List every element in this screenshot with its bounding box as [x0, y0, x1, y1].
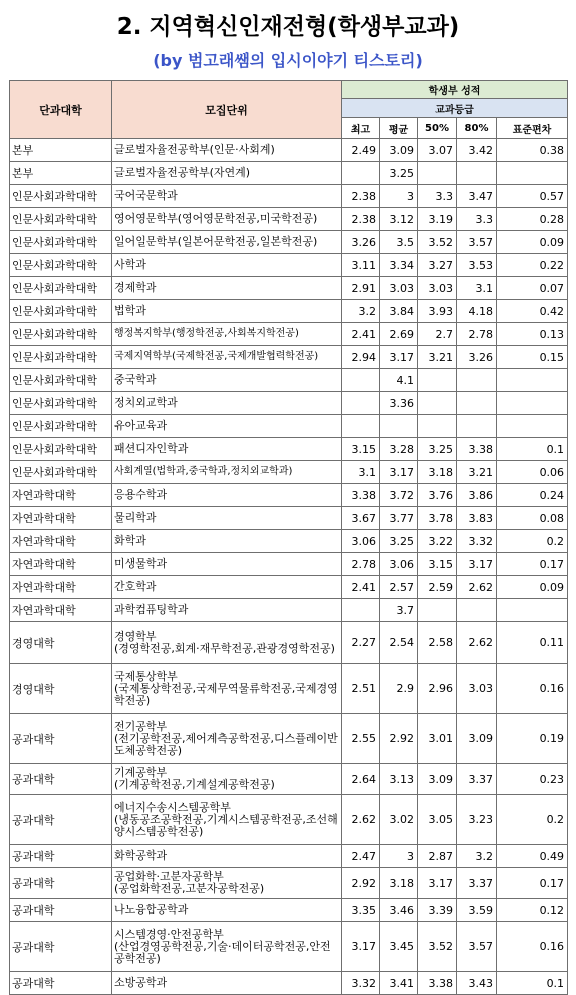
value-cell-avg: 2.9 — [380, 664, 418, 714]
value-cell-std: 0.22 — [497, 254, 568, 277]
table-row — [10, 764, 568, 795]
college-cell: 공과대학 — [10, 868, 112, 899]
unit-cell: 전기공학부 (전기공학전공,제어계측공학전공,디스플레이반도체공학전공) — [112, 714, 342, 764]
unit-cell: 패션디자인학과 — [112, 438, 342, 461]
value-cell-p50: 3.93 — [418, 300, 457, 323]
unit-cell: 시스템경영·안전공학부 (산업경영공학전공,기술·데이터공학전공,안전공학전공) — [112, 922, 342, 972]
value-cell-p50 — [418, 369, 457, 392]
value-cell-max: 3.2 — [342, 300, 380, 323]
value-cell-max: 2.78 — [342, 553, 380, 576]
value-cell-p50: 3.19 — [418, 208, 457, 231]
value-cell-p80 — [457, 369, 497, 392]
value-cell-p50: 2.7 — [418, 323, 457, 346]
table-row — [10, 254, 568, 277]
value-cell-p50: 3.05 — [418, 795, 457, 845]
header-record: 학생부 성적 — [342, 81, 568, 99]
value-cell-p80: 3.53 — [457, 254, 497, 277]
value-cell-std: 0.17 — [497, 553, 568, 576]
value-cell-p80: 3.57 — [457, 922, 497, 972]
value-cell-std: 0.16 — [497, 664, 568, 714]
value-cell-p80: 3.1 — [457, 277, 497, 300]
value-cell-std: 0.24 — [497, 484, 568, 507]
table-row — [10, 622, 568, 664]
header-unit: 모집단위 — [112, 81, 342, 139]
value-cell-p50 — [418, 162, 457, 185]
value-cell-std: 0.09 — [497, 231, 568, 254]
unit-cell: 행정복지학부(행정학전공,사회복지학전공) — [112, 323, 342, 346]
value-cell-p50: 3.03 — [418, 277, 457, 300]
value-cell-p50: 3.17 — [418, 868, 457, 899]
value-cell-avg: 3 — [380, 845, 418, 868]
value-cell-std: 0.07 — [497, 277, 568, 300]
value-cell-p80: 2.62 — [457, 622, 497, 664]
value-cell-avg: 3.36 — [380, 392, 418, 415]
college-cell: 공과대학 — [10, 795, 112, 845]
table-row — [10, 795, 568, 845]
value-cell-p80: 3.32 — [457, 530, 497, 553]
value-cell-avg: 3.5 — [380, 231, 418, 254]
value-cell-std — [497, 369, 568, 392]
header-col-avg: 평균 — [380, 118, 418, 139]
value-cell-avg: 3.41 — [380, 972, 418, 995]
value-cell-p80: 3.21 — [457, 461, 497, 484]
value-cell-p50: 3.38 — [418, 972, 457, 995]
value-cell-avg: 3.46 — [380, 899, 418, 922]
college-cell: 인문사회과학대학 — [10, 185, 112, 208]
value-cell-max: 3.32 — [342, 972, 380, 995]
value-cell-avg: 3.34 — [380, 254, 418, 277]
value-cell-std: 0.16 — [497, 922, 568, 972]
value-cell-max: 2.41 — [342, 323, 380, 346]
value-cell-p50: 3.18 — [418, 461, 457, 484]
unit-cell: 경영학부 (경영학전공,회계·재무학전공,관광경영학전공) — [112, 622, 342, 664]
value-cell-max: 2.27 — [342, 622, 380, 664]
college-cell: 인문사회과학대학 — [10, 323, 112, 346]
value-cell-p80 — [457, 162, 497, 185]
page-title: 2. 지역혁신인재전형(학생부교과) — [116, 14, 460, 40]
value-cell-avg: 4.1 — [380, 369, 418, 392]
unit-cell: 국어국문학과 — [112, 185, 342, 208]
unit-cell: 소방공학과 — [112, 972, 342, 995]
table-row — [10, 845, 568, 868]
value-cell-avg: 3.06 — [380, 553, 418, 576]
value-cell-p80: 3.83 — [457, 507, 497, 530]
header-col-max: 최고 — [342, 118, 380, 139]
value-cell-avg: 3.45 — [380, 922, 418, 972]
college-cell: 공과대학 — [10, 714, 112, 764]
table-row — [10, 231, 568, 254]
unit-cell: 중국학과 — [112, 369, 342, 392]
value-cell-max — [342, 392, 380, 415]
value-cell-std — [497, 415, 568, 438]
value-cell-avg: 3.17 — [380, 461, 418, 484]
value-cell-std: 0.1 — [497, 438, 568, 461]
college-cell: 인문사회과학대학 — [10, 438, 112, 461]
value-cell-max: 2.91 — [342, 277, 380, 300]
value-cell-p50: 3.21 — [418, 346, 457, 369]
admission-table — [9, 80, 568, 995]
value-cell-std: 0.17 — [497, 868, 568, 899]
unit-cell: 화학과 — [112, 530, 342, 553]
value-cell-max: 3.67 — [342, 507, 380, 530]
value-cell-std: 0.06 — [497, 461, 568, 484]
value-cell-max — [342, 162, 380, 185]
unit-cell: 일어일문학부(일본어문학전공,일본학전공) — [112, 231, 342, 254]
value-cell-p50: 3.25 — [418, 438, 457, 461]
college-cell: 자연과학대학 — [10, 507, 112, 530]
table-row — [10, 415, 568, 438]
value-cell-p50: 3.39 — [418, 899, 457, 922]
value-cell-p80: 3.42 — [457, 139, 497, 162]
table-row — [10, 664, 568, 714]
value-cell-p80: 2.62 — [457, 576, 497, 599]
value-cell-std — [497, 392, 568, 415]
value-cell-p80 — [457, 392, 497, 415]
table-row — [10, 576, 568, 599]
college-cell: 인문사회과학대학 — [10, 231, 112, 254]
unit-cell: 간호학과 — [112, 576, 342, 599]
table-row — [10, 438, 568, 461]
table-row — [10, 972, 568, 995]
value-cell-std: 0.08 — [497, 507, 568, 530]
value-cell-std: 0.12 — [497, 899, 568, 922]
value-cell-p50 — [418, 415, 457, 438]
value-cell-p80: 3.37 — [457, 868, 497, 899]
value-cell-p80: 3.23 — [457, 795, 497, 845]
unit-cell: 법학과 — [112, 300, 342, 323]
college-cell: 인문사회과학대학 — [10, 300, 112, 323]
value-cell-max: 2.38 — [342, 185, 380, 208]
value-cell-std: 0.42 — [497, 300, 568, 323]
unit-cell: 응용수학과 — [112, 484, 342, 507]
value-cell-max: 3.35 — [342, 899, 380, 922]
college-cell: 자연과학대학 — [10, 576, 112, 599]
value-cell-avg: 2.57 — [380, 576, 418, 599]
value-cell-max: 2.49 — [342, 139, 380, 162]
value-cell-std: 0.2 — [497, 530, 568, 553]
value-cell-max: 2.64 — [342, 764, 380, 795]
unit-cell: 나노융합공학과 — [112, 899, 342, 922]
value-cell-p50: 3.15 — [418, 553, 457, 576]
value-cell-avg: 2.92 — [380, 714, 418, 764]
unit-cell: 영어영문학부(영어영문학전공,미국학전공) — [112, 208, 342, 231]
value-cell-max: 2.51 — [342, 664, 380, 714]
value-cell-max: 3.17 — [342, 922, 380, 972]
value-cell-p50 — [418, 392, 457, 415]
value-cell-avg: 3.7 — [380, 599, 418, 622]
value-cell-avg: 3.84 — [380, 300, 418, 323]
value-cell-std: 0.13 — [497, 323, 568, 346]
college-cell: 인문사회과학대학 — [10, 369, 112, 392]
college-cell: 공과대학 — [10, 764, 112, 795]
college-cell: 인문사회과학대학 — [10, 346, 112, 369]
value-cell-std — [497, 599, 568, 622]
table-row — [10, 714, 568, 764]
value-cell-p80: 3.43 — [457, 972, 497, 995]
value-cell-std — [497, 162, 568, 185]
value-cell-p80: 4.18 — [457, 300, 497, 323]
value-cell-p80: 3.57 — [457, 231, 497, 254]
table-row — [10, 599, 568, 622]
table-row — [10, 323, 568, 346]
value-cell-avg: 3.03 — [380, 277, 418, 300]
value-cell-p80: 2.78 — [457, 323, 497, 346]
value-cell-p50: 3.76 — [418, 484, 457, 507]
value-cell-p80: 3.2 — [457, 845, 497, 868]
header-col-p50: 50% — [418, 118, 457, 139]
table-row — [10, 392, 568, 415]
unit-cell: 글로벌자율전공학부(자연계) — [112, 162, 342, 185]
college-cell: 자연과학대학 — [10, 553, 112, 576]
value-cell-std: 0.19 — [497, 714, 568, 764]
value-cell-std: 0.49 — [497, 845, 568, 868]
unit-cell: 국제통상학부 (국제통상학전공,국제무역물류학전공,국제경영학전공) — [112, 664, 342, 714]
table-row — [10, 185, 568, 208]
value-cell-avg: 2.54 — [380, 622, 418, 664]
college-cell: 자연과학대학 — [10, 599, 112, 622]
value-cell-p50: 3.3 — [418, 185, 457, 208]
header-college: 단과대학 — [10, 81, 112, 139]
header-col-std: 표준편차 — [497, 118, 568, 139]
value-cell-std: 0.38 — [497, 139, 568, 162]
value-cell-p80: 3.17 — [457, 553, 497, 576]
value-cell-std: 0.28 — [497, 208, 568, 231]
value-cell-p50: 3.27 — [418, 254, 457, 277]
value-cell-p80 — [457, 415, 497, 438]
unit-cell: 사학과 — [112, 254, 342, 277]
value-cell-p50: 3.52 — [418, 922, 457, 972]
value-cell-p50: 3.09 — [418, 764, 457, 795]
table-row — [10, 346, 568, 369]
value-cell-p50 — [418, 599, 457, 622]
value-cell-std: 0.09 — [497, 576, 568, 599]
value-cell-avg: 3.25 — [380, 530, 418, 553]
value-cell-p50: 3.07 — [418, 139, 457, 162]
table-row — [10, 139, 568, 162]
value-cell-p80: 3.59 — [457, 899, 497, 922]
value-cell-p80: 3.37 — [457, 764, 497, 795]
value-cell-max: 3.38 — [342, 484, 380, 507]
value-cell-max: 2.92 — [342, 868, 380, 899]
value-cell-max: 2.94 — [342, 346, 380, 369]
value-cell-avg: 3.18 — [380, 868, 418, 899]
college-cell: 경영대학 — [10, 622, 112, 664]
table-row — [10, 553, 568, 576]
value-cell-avg: 3.77 — [380, 507, 418, 530]
unit-cell: 공업화학·고분자공학부 (공업화학전공,고분자공학전공) — [112, 868, 342, 899]
header-col-p80: 80% — [457, 118, 497, 139]
unit-cell: 기계공학부 (기계공학전공,기계설계공학전공) — [112, 764, 342, 795]
college-cell: 인문사회과학대학 — [10, 208, 112, 231]
table-row — [10, 922, 568, 972]
college-cell: 공과대학 — [10, 845, 112, 868]
value-cell-max — [342, 415, 380, 438]
header-grade: 교과등급 — [342, 99, 568, 118]
table-row — [10, 162, 568, 185]
value-cell-p50: 2.58 — [418, 622, 457, 664]
unit-cell: 정치외교학과 — [112, 392, 342, 415]
value-cell-std: 0.2 — [497, 795, 568, 845]
value-cell-p50: 3.78 — [418, 507, 457, 530]
value-cell-max — [342, 369, 380, 392]
value-cell-p80: 3.26 — [457, 346, 497, 369]
college-cell: 본부 — [10, 162, 112, 185]
value-cell-max: 2.55 — [342, 714, 380, 764]
unit-cell: 에너지수송시스템공학부 (냉동공조공학전공,기계시스템공학전공,조선해양시스템공학전공) — [112, 795, 342, 845]
value-cell-p80: 3.09 — [457, 714, 497, 764]
table-row — [10, 868, 568, 899]
value-cell-p80: 3.03 — [457, 664, 497, 714]
value-cell-avg: 3.09 — [380, 139, 418, 162]
college-cell: 자연과학대학 — [10, 530, 112, 553]
college-cell: 공과대학 — [10, 972, 112, 995]
value-cell-std: 0.23 — [497, 764, 568, 795]
value-cell-p50: 3.01 — [418, 714, 457, 764]
college-cell: 인문사회과학대학 — [10, 415, 112, 438]
value-cell-p50: 2.87 — [418, 845, 457, 868]
value-cell-max: 2.38 — [342, 208, 380, 231]
unit-cell: 경제학과 — [112, 277, 342, 300]
value-cell-avg: 3.25 — [380, 162, 418, 185]
table-row — [10, 277, 568, 300]
value-cell-std: 0.11 — [497, 622, 568, 664]
value-cell-max: 3.11 — [342, 254, 380, 277]
college-cell: 인문사회과학대학 — [10, 254, 112, 277]
value-cell-p80 — [457, 599, 497, 622]
value-cell-max: 2.47 — [342, 845, 380, 868]
value-cell-p50: 2.59 — [418, 576, 457, 599]
table-row — [10, 461, 568, 484]
value-cell-max: 3.06 — [342, 530, 380, 553]
value-cell-max: 2.62 — [342, 795, 380, 845]
value-cell-avg: 3.17 — [380, 346, 418, 369]
value-cell-p50: 3.52 — [418, 231, 457, 254]
unit-cell: 사회계열(법학과,중국학과,정치외교학과) — [112, 461, 342, 484]
table-row — [10, 507, 568, 530]
unit-cell: 국제지역학부(국제학전공,국제개발협력학전공) — [112, 346, 342, 369]
college-cell: 경영대학 — [10, 664, 112, 714]
value-cell-max: 3.26 — [342, 231, 380, 254]
unit-cell: 물리학과 — [112, 507, 342, 530]
value-cell-avg: 3 — [380, 185, 418, 208]
unit-cell: 미생물학과 — [112, 553, 342, 576]
table-row — [10, 208, 568, 231]
value-cell-avg: 3.28 — [380, 438, 418, 461]
college-cell: 본부 — [10, 139, 112, 162]
value-cell-avg: 3.02 — [380, 795, 418, 845]
table-row — [10, 530, 568, 553]
value-cell-p50: 2.96 — [418, 664, 457, 714]
value-cell-max: 2.41 — [342, 576, 380, 599]
table-row — [10, 484, 568, 507]
college-cell: 인문사회과학대학 — [10, 461, 112, 484]
college-cell: 공과대학 — [10, 922, 112, 972]
college-cell: 공과대학 — [10, 899, 112, 922]
value-cell-p80: 3.38 — [457, 438, 497, 461]
unit-cell: 화학공학과 — [112, 845, 342, 868]
value-cell-max — [342, 599, 380, 622]
value-cell-p80: 3.47 — [457, 185, 497, 208]
value-cell-p80: 3.86 — [457, 484, 497, 507]
value-cell-std: 0.1 — [497, 972, 568, 995]
table-row — [10, 369, 568, 392]
page-subtitle: (by 범고래쌤의 입시이야기 티스토리) — [153, 51, 423, 70]
unit-cell: 유아교육과 — [112, 415, 342, 438]
table-row — [10, 300, 568, 323]
value-cell-std: 0.15 — [497, 346, 568, 369]
value-cell-std: 0.57 — [497, 185, 568, 208]
unit-cell: 과학컴퓨팅학과 — [112, 599, 342, 622]
college-cell: 인문사회과학대학 — [10, 392, 112, 415]
college-cell: 자연과학대학 — [10, 484, 112, 507]
value-cell-max: 3.15 — [342, 438, 380, 461]
value-cell-avg: 2.69 — [380, 323, 418, 346]
college-cell: 인문사회과학대학 — [10, 277, 112, 300]
value-cell-p50: 3.22 — [418, 530, 457, 553]
table-row — [10, 899, 568, 922]
value-cell-avg — [380, 415, 418, 438]
unit-cell: 글로벌자율전공학부(인문·사회계) — [112, 139, 342, 162]
value-cell-max: 3.1 — [342, 461, 380, 484]
value-cell-avg: 3.12 — [380, 208, 418, 231]
value-cell-avg: 3.72 — [380, 484, 418, 507]
value-cell-avg: 3.13 — [380, 764, 418, 795]
value-cell-p80: 3.3 — [457, 208, 497, 231]
